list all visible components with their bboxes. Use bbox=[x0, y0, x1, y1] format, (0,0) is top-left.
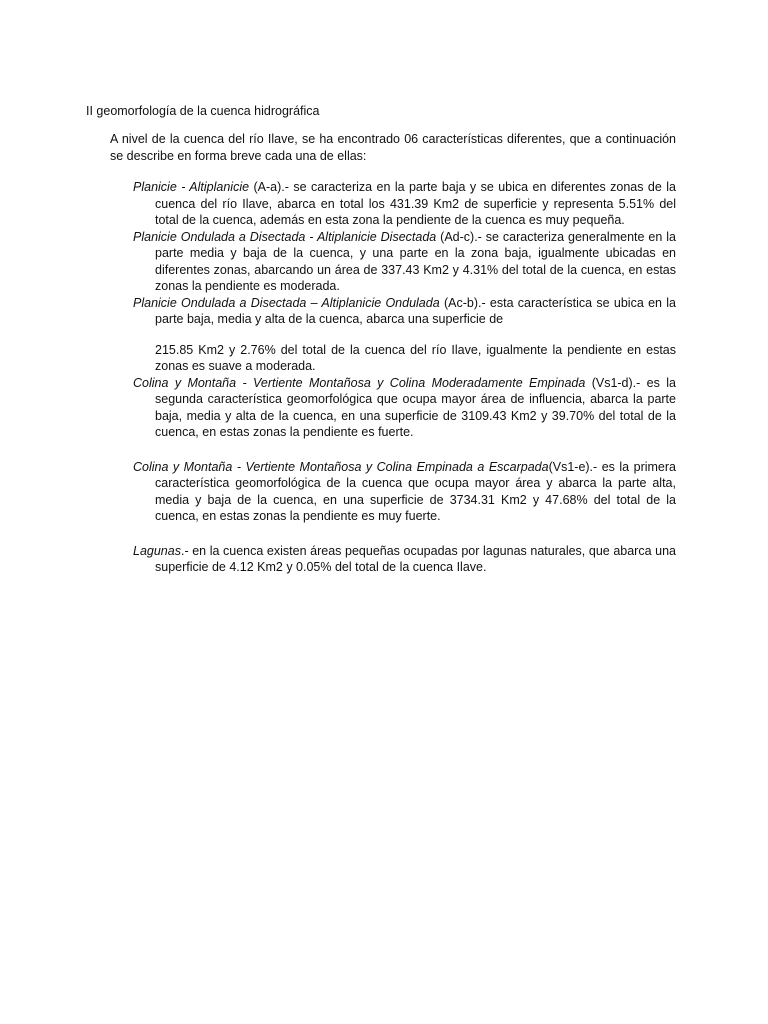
entry-name: Colina y Montaña - Vertiente Montañosa y Colina Moderadamente Empinada bbox=[133, 375, 586, 390]
entry-altiplanicie-disectada bbox=[133, 229, 676, 295]
entry-altiplanicie-ondulada-continuation: 215.85 Km2 y 2.76% del total de la cuenca del río Ilave, igualmente la pendiente en estas zonas es suave a moderada. bbox=[155, 342, 676, 373]
entry-name: Planicie Ondulada a Disectada – Altiplanicie Ondulada bbox=[133, 295, 440, 310]
entry-text: .- en la cuenca existen áreas pequeñas ocupadas por lagunas naturales, que abarca una superficie de 4.12 Km2 y 0.05% del total de la cuenca Ilave. bbox=[155, 543, 676, 574]
entry-name: Planicie Ondulada a Disectada - Altiplanicie Disectada bbox=[133, 229, 437, 244]
entry-colina-moderadamente-empinada bbox=[133, 375, 676, 441]
entry-text: (Ad-c).- se caracteriza generalmente en la parte media y baja de la cuenca, y una parte en la zona baja, igualmente ubicadas en diferentes zonas, abarcando un área de 337.43 Km2 y 4.31% del total de la cuenca, en estas zonas la pendiente es moderada. bbox=[155, 229, 676, 293]
geomorphology-list bbox=[133, 179, 676, 576]
entry-altiplanicie-ondulada bbox=[133, 295, 676, 328]
entry-text: (Vs1-d).- es la segunda característica geomorfológica que ocupa mayor área de influencia, abarca la parte baja, media y alta de la cuenca, en una superficie de 3109.43 Km2 y 39.70% del total de la cuenca, en estas zonas la pendiente es fuerte. bbox=[155, 375, 676, 439]
entry-name: Lagunas bbox=[133, 543, 181, 558]
entry-text: (Ac-b).- esta característica se ubica en la parte baja, media y alta de la cuenca, abarca una superficie de bbox=[155, 295, 676, 326]
entry-name: Colina y Montaña - Vertiente Montañosa y Colina Empinada a Escarpada bbox=[133, 459, 549, 474]
entry-colina-empinada-escarpada bbox=[133, 459, 676, 525]
entry-text: (Vs1-e).- es la primera característica geomorfológica de la cuenca que ocupa mayor área y abarca la parte alta, media y baja de la cuenca, en una superficie de 3734.31 Km2 y 47.68% del total de la cuenca, en estas zonas la pendiente es muy fuerte. bbox=[155, 459, 676, 523]
section-heading: II geomorfología de la cuenca hidrográfica bbox=[86, 104, 320, 118]
entry-planicie-altiplanicie bbox=[133, 179, 676, 229]
entry-lagunas bbox=[133, 543, 676, 576]
entry-name: Planicie - Altiplanicie bbox=[133, 180, 250, 194]
entry-text: (A-a).- se caracteriza en la parte baja y se ubica en diferentes zonas de la cuenca del río Ilave, abarca en total los 431.39 Km2 de superficie y representa 5.51% del total de la cuenca, además en esta zona la pendiente de la cuenca es muy pequeña. bbox=[155, 180, 676, 227]
intro-paragraph: A nivel de la cuenca del río Ilave, se ha encontrado 06 características diferentes, que a continuación se describe en forma breve cada una de ellas: bbox=[110, 132, 676, 163]
